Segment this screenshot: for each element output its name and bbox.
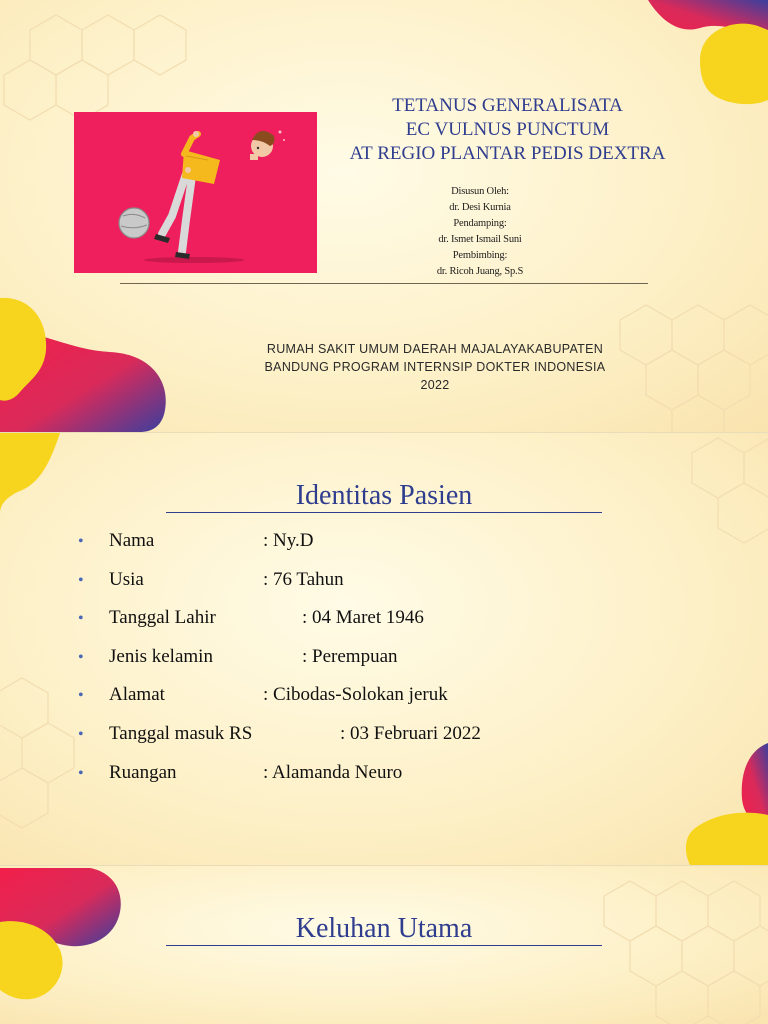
credits-line: Pembimbing: (452, 250, 508, 261)
yellow-blob-top (700, 24, 768, 104)
title-line-1: TETANUS GENERALISATA (392, 95, 623, 116)
credits-line: dr. Ricoh Juang, Sp.S (436, 266, 524, 277)
title-line-3: AT REGIO PLANTAR PEDIS DEXTRA (349, 143, 666, 164)
org-line: 2022 (420, 378, 450, 392)
yellow-blob (0, 433, 60, 513)
bullet: • (78, 648, 84, 666)
presentation-title (320, 94, 695, 166)
field-value: : 76 Tahun (263, 568, 344, 590)
field-label: Ruangan (109, 761, 177, 783)
yellow-blob-bottom (686, 813, 768, 865)
illustration-panel (74, 112, 317, 273)
title-slide (0, 0, 768, 432)
credits-line: dr. Desi Kurnia (449, 202, 511, 213)
bullet: • (78, 533, 84, 550)
field-value: : Perempuan (302, 645, 398, 667)
field-label: Alamat (109, 684, 165, 706)
hexagon-pattern (604, 881, 768, 1024)
credits-line: dr. Ismet Ismail Suni (438, 234, 522, 245)
section-heading: Keluhan Utama (295, 913, 473, 944)
field-label: Jenis kelamin (109, 645, 213, 667)
org-line: BANDUNG PROGRAM INTERNSIP DOKTER INDONESIA (264, 360, 606, 374)
credits-line: Pendamping: (453, 218, 507, 229)
heading-underline (166, 512, 602, 513)
field-value: : Ny.D (263, 530, 314, 551)
chief-complaint-slide (0, 866, 768, 1024)
bullet: • (78, 571, 84, 589)
field-value: : Cibodas-Solokan jeruk (263, 684, 448, 706)
bullet: • (78, 764, 84, 782)
field-label: Tanggal masuk RS (109, 722, 253, 744)
title-line-2: EC VULNUS PUNCTUM (405, 119, 610, 140)
bullet: • (78, 725, 84, 743)
field-label: Tanggal Lahir (109, 607, 216, 629)
divider (120, 283, 648, 284)
person-slipping-illustration (74, 112, 317, 273)
heading-underline (166, 945, 602, 946)
section-heading: Identitas Pasien (295, 480, 473, 511)
field-label: Nama (109, 530, 155, 551)
organization-info (230, 340, 640, 394)
credits-line: Disusun Oleh: (451, 186, 509, 197)
field-label: Usia (109, 568, 144, 590)
org-line: RUMAH SAKIT UMUM DAERAH MAJALAYAKABUPATEN (266, 342, 604, 356)
author-credits (380, 184, 580, 280)
field-value: : Alamanda Neuro (263, 761, 403, 783)
bullet: • (78, 687, 84, 705)
bullet: • (78, 610, 84, 628)
field-value: : 04 Maret 1946 (302, 607, 424, 629)
field-value: : 03 Februari 2022 (340, 722, 481, 744)
